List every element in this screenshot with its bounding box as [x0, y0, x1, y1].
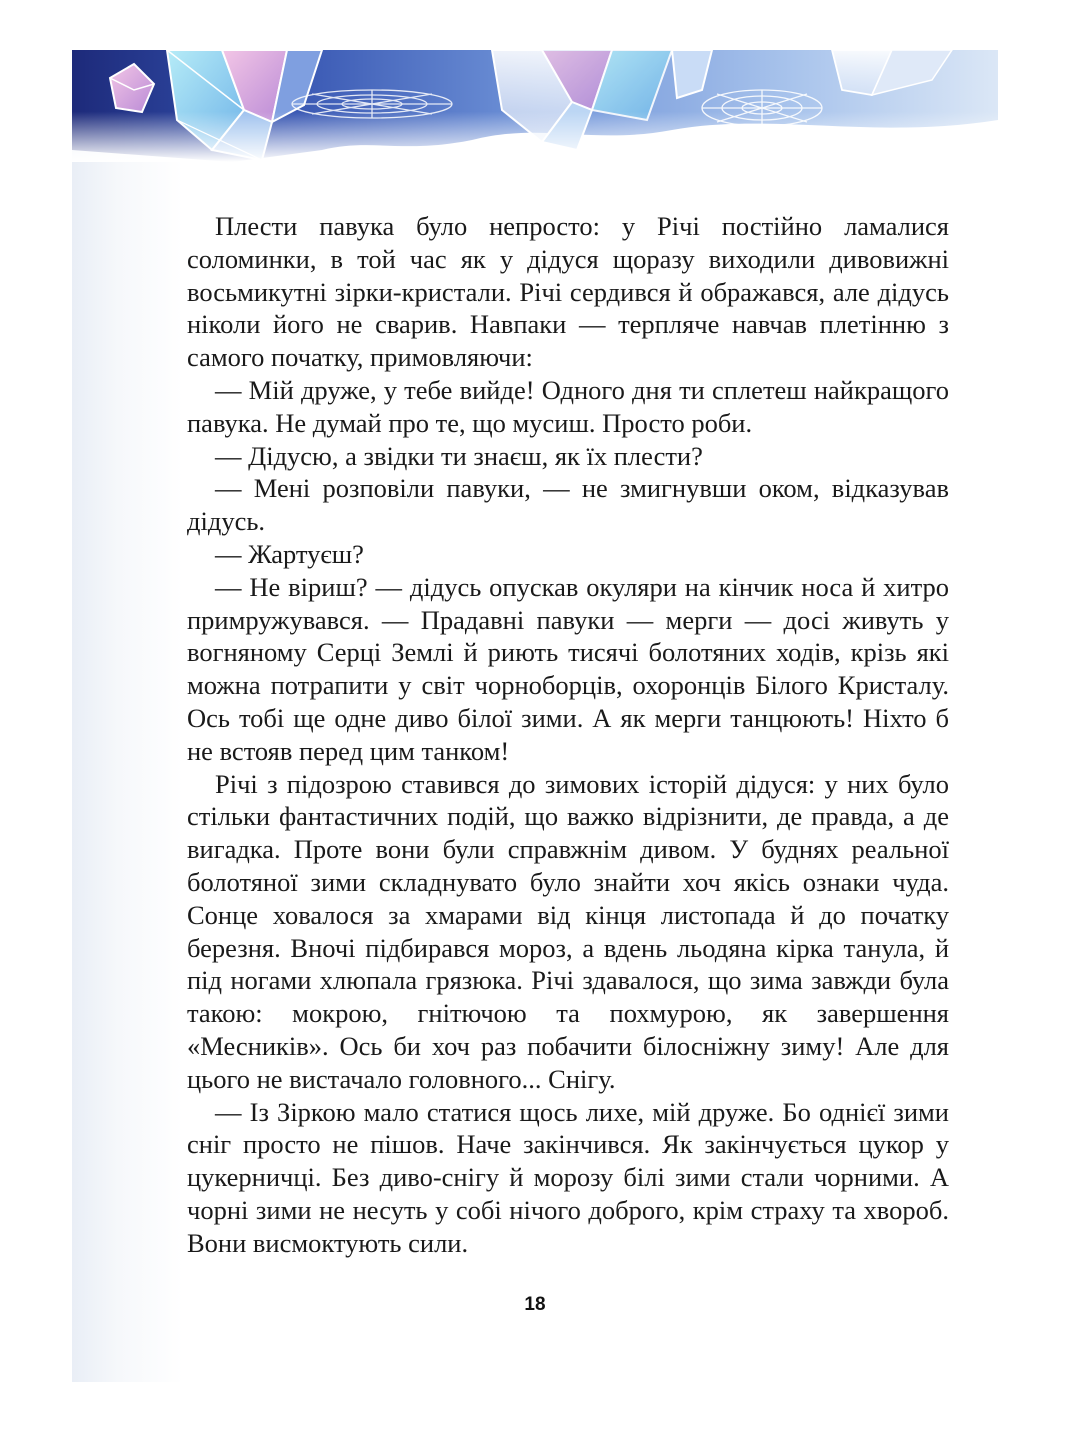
story-text — [187, 210, 949, 1260]
paragraph: — Мій друже, у тебе вийде! Одного дня ти сплетеш найкращого павука. Не думай про те, що мусиш. Просто роби. — [187, 374, 949, 438]
page-number: 18 — [524, 1294, 546, 1315]
paragraph: — Мені розповіли павуки, — не змигнувши оком, відказував дідусь. — [187, 473, 949, 537]
paragraph: — Дідусю, а звідки ти знаєш, як їх плести? — [215, 440, 703, 471]
paragraph: Річі з підозрою ставився до зимових історій дідуся: у них було стільки фантастичних подій, що важко відрізнити, де правда, а де вигадка. Проте вони були справжнім дивом. У буднях реальної болотяної зими складнувато було знайти хоч якісь ознаки чуда. Сонце ховалося за хмарами від кінця листопада й до початку березня. Вночі підбирався мороз, а вдень льодяна кірка танула, й під ногами хлюпала грязюка. Річі здавалося, що зима завжди була такою: мокрою, гнітючою та похмурою, як завершення «Месників». Ось би хоч раз побачити білосніжну зиму! Але для цього не вистачало головного... Снігу. — [187, 768, 949, 1094]
paragraph: — Жартуєш? — [215, 538, 364, 569]
paragraph: — Не віриш? — дідусь опускав окуляри на кінчик носа й хитро примружувався. — Прадавні павуки — мерги — досі живуть у вогняному Серці Землі й риють тисячі болотяних ходів, крізь які можна потрапити у світ чорноборців, охоронців Білого Кристалу. Ось тобі ще одне диво білої зими. А як мерги танцюють! Ніхто б не встояв перед цим танком! — [187, 571, 949, 766]
page-sheet — [72, 50, 998, 1382]
paragraph: — Із Зіркою мало статися щось лихе, мій друже. Бо однієї зими сніг просто не пішов. Наче закінчився. Як закінчується цукор у цукерничці. Без диво-снігу й морозу білі зими стали чорними. А чорні зими не несуть у собі нічого доброго, крім страху та хвороб. Вони висмоктують сили. — [187, 1096, 949, 1258]
paragraph: Плести павука було непросто: у Річі постійно ламалися соломинки, в той час як у дідуся щоразу виходили дивовижні восьмикутні зірки-кристали. Річі сердився й ображався, але дідусь ніколи його не сварив. Навпаки — терпляче навчав плетінню з самого початку, примовляючи: — [187, 211, 949, 373]
crystal-banner-illustration — [72, 50, 998, 162]
